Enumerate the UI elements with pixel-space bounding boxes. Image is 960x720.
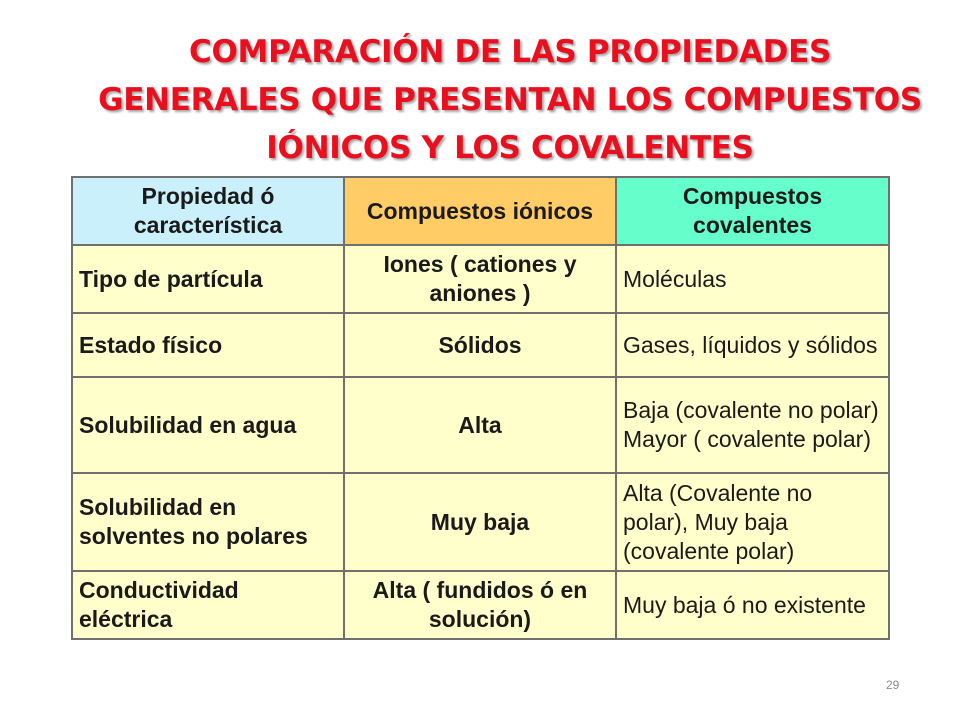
header-property: Propiedad ó característica — [72, 177, 344, 245]
property-cell: Tipo de partícula — [72, 245, 344, 313]
table-row — [72, 473, 889, 571]
covalent-cell: Muy baja ó no existente — [616, 571, 889, 639]
property-cell: Conductividad eléctrica — [72, 571, 344, 639]
covalent-cell: Gases, líquidos y sólidos — [616, 313, 889, 377]
title-line-3: IÓNICOS Y LOS COVALENTES — [266, 130, 754, 166]
page-number: 29 — [886, 678, 900, 692]
header-covalent: Compuestos covalentes — [616, 177, 889, 245]
covalent-cell: Baja (covalente no polar) Mayor ( covalente polar) — [616, 377, 889, 473]
table-row — [72, 571, 889, 639]
ionic-cell: Alta — [344, 377, 616, 473]
ionic-cell: Alta ( fundidos ó en solución) — [344, 571, 616, 639]
property-cell: Estado físico — [72, 313, 344, 377]
ionic-cell: Sólidos — [344, 313, 616, 377]
slide-title — [70, 28, 950, 172]
covalent-cell: Moléculas — [616, 245, 889, 313]
property-cell: Solubilidad en agua — [72, 377, 344, 473]
ionic-cell: Muy baja — [344, 473, 616, 571]
table-row — [72, 245, 889, 313]
title-line-1: COMPARACIÓN DE LAS PROPIEDADES — [189, 34, 831, 70]
ionic-cell: Iones ( cationes y aniones ) — [344, 245, 616, 313]
covalent-cell: Alta (Covalente no polar), Muy baja (covalente polar) — [616, 473, 889, 571]
header-ionic: Compuestos iónicos — [344, 177, 616, 245]
table-row — [72, 377, 889, 473]
header-row — [72, 177, 889, 245]
property-cell: Solubilidad en solventes no polares — [72, 473, 344, 571]
title-line-2: GENERALES QUE PRESENTAN LOS COMPUESTOS — [98, 82, 922, 118]
table-row — [72, 313, 889, 377]
comparison-table — [71, 176, 890, 640]
